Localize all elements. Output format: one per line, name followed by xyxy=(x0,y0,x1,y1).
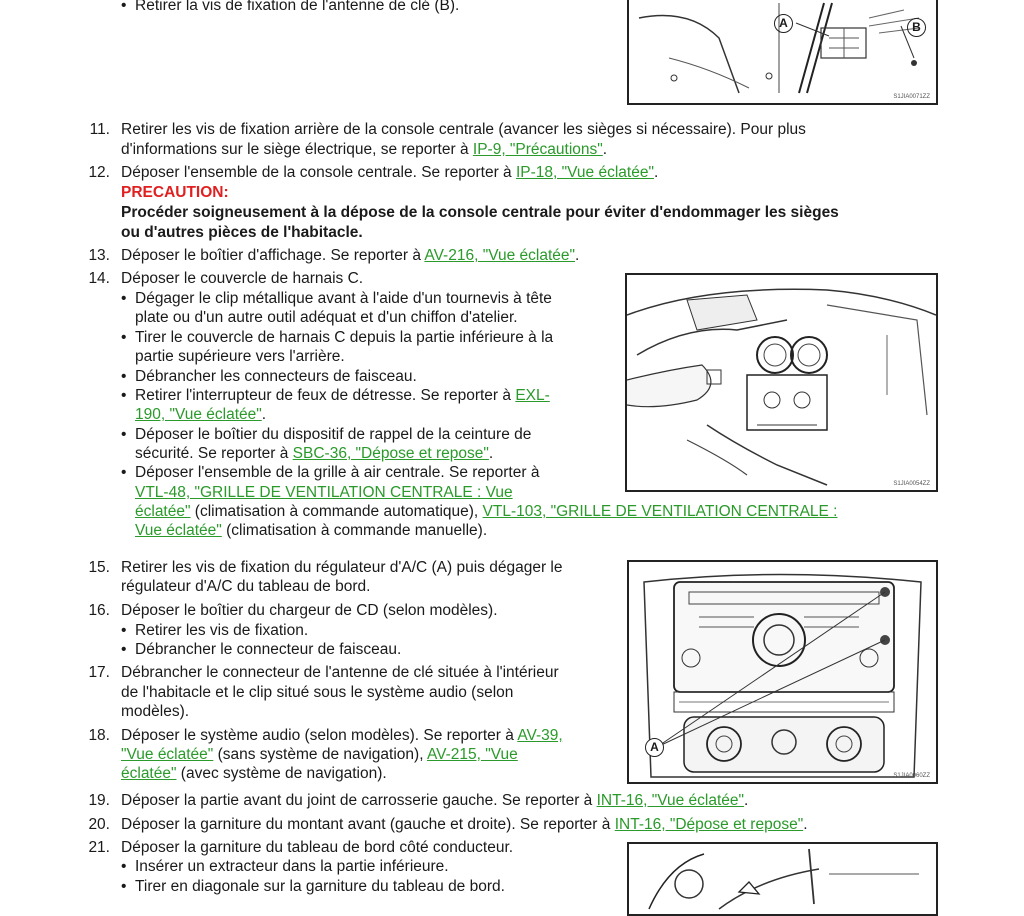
callout-a: A xyxy=(645,738,664,757)
bullet: • xyxy=(121,464,127,481)
link-av39-part1[interactable]: AV-39, xyxy=(517,727,563,744)
step-14-bullet1-line1: Dégager le clip métallique avant à l'aide d'un tournevis à tête xyxy=(135,290,552,307)
caution-line2: ou d'autres pièces de l'habitacle. xyxy=(121,224,363,241)
link-int16-vue[interactable]: INT-16, "Vue éclatée" xyxy=(596,792,745,809)
figure-id: S1JIA0054ZZ xyxy=(893,481,930,487)
text: Déposer l'ensemble de la console centrale. Se reporter à xyxy=(121,164,516,181)
bullet: • xyxy=(121,368,127,385)
text: (climatisation à commande automatique), xyxy=(190,503,483,520)
step-number: 17. xyxy=(88,664,110,681)
link-vtl103-part2[interactable]: Vue éclatée" xyxy=(135,522,222,539)
figure-audio-unit xyxy=(627,560,938,784)
step-14-bullet6-line3 xyxy=(135,502,837,522)
text-end: . xyxy=(653,164,659,181)
figure-dashboard-trim xyxy=(627,842,938,916)
dashboard-illustration xyxy=(627,275,936,490)
step-21-bullet2: Tirer en diagonale sur la garniture du tableau de bord. xyxy=(135,878,505,895)
top-bullet-text: Retirer la vis de fixation de l'antenne de clé (B). xyxy=(135,0,460,14)
step-number: 16. xyxy=(88,602,110,619)
step-number: 20. xyxy=(88,816,110,833)
bullet: • xyxy=(121,858,127,875)
step-16-bullet2: Débrancher le connecteur de faisceau. xyxy=(135,641,402,658)
callout-b: B xyxy=(907,18,926,37)
caution-line1: Procéder soigneusement à la dépose de la console centrale pour éviter d'endommager les sièges xyxy=(121,204,839,221)
step-13-line xyxy=(121,246,579,266)
text-end: (climatisation à commande manuelle). xyxy=(221,522,488,539)
text: d'informations sur le siège électrique, se reporter à xyxy=(121,141,473,158)
link-vtl48-part2[interactable]: éclatée" xyxy=(135,503,191,520)
text: sécurité. Se reporter à xyxy=(135,445,293,462)
bullet: • xyxy=(121,329,127,346)
step-number: 11. xyxy=(89,121,110,138)
link-ip9[interactable]: IP-9, "Précautions" xyxy=(472,141,603,158)
step-number: 13. xyxy=(88,247,110,264)
step-21-line: Déposer la garniture du tableau de bord côté conducteur. xyxy=(121,839,514,856)
step-16-bullet1: Retirer les vis de fixation. xyxy=(135,622,309,639)
step-number: 12. xyxy=(88,164,110,181)
step-11-line2 xyxy=(121,140,607,160)
text-end: . xyxy=(488,445,494,462)
step-number: 18. xyxy=(88,727,110,744)
caution-label: PRECAUTION: xyxy=(121,184,229,201)
step-14-bullet5-line1: Déposer le boîtier du dispositif de rappel de la ceinture de xyxy=(135,426,532,443)
text: Déposer le boîtier d'affichage. Se reporter à xyxy=(121,247,425,264)
audio-unit-illustration xyxy=(629,562,936,782)
link-vtl48-part1[interactable]: VTL-48, "GRILLE DE VENTILATION CENTRALE : Vue xyxy=(135,484,513,501)
callout-a: A xyxy=(774,14,793,33)
step-21-bullet1: Insérer un extracteur dans la partie inférieure. xyxy=(135,858,449,875)
link-exl190-part1[interactable]: EXL- xyxy=(515,387,550,404)
step-18-line3 xyxy=(121,764,387,784)
link-ip18[interactable]: IP-18, "Vue éclatée" xyxy=(516,164,654,181)
step-14-bullet3: Débrancher les connecteurs de faisceau. xyxy=(135,368,417,385)
text-end: . xyxy=(575,247,580,264)
link-exl190-part2[interactable]: 190, "Vue éclatée" xyxy=(135,406,262,423)
step-16-line: Déposer le boîtier du chargeur de CD (selon modèles). xyxy=(121,602,498,619)
step-15-line1: Retirer les vis de fixation du régulateur d'A/C (A) puis dégager le xyxy=(121,559,563,576)
bullet: • xyxy=(121,387,127,404)
link-sbc36[interactable]: SBC-36, "Dépose et repose" xyxy=(292,445,489,462)
text: Retirer l'interrupteur de feux de détresse. Se reporter à xyxy=(135,387,516,404)
link-av215-part1[interactable]: AV-215, "Vue xyxy=(426,746,518,763)
step-18-line2 xyxy=(121,745,518,765)
step-15-line2: régulateur d'A/C du tableau de bord. xyxy=(121,578,371,595)
step-number: 14. xyxy=(88,270,110,287)
text-end: . xyxy=(602,141,608,158)
bullet: • xyxy=(121,622,127,639)
text: (sans système de navigation), xyxy=(213,746,427,763)
step-17-line3: modèles). xyxy=(121,703,190,720)
step-14-bullet6-line2 xyxy=(135,483,513,503)
step-14-bullet6-line4 xyxy=(135,521,487,541)
text-end: . xyxy=(803,816,808,833)
step-14-bullet2-line2: partie supérieure vers l'arrière. xyxy=(135,348,345,365)
step-number: 21. xyxy=(88,839,110,856)
step-18-line1 xyxy=(121,726,563,746)
step-12-line xyxy=(121,163,658,183)
step-14-line: Déposer le couvercle de harnais C. xyxy=(121,270,364,287)
bullet: • xyxy=(121,426,127,443)
figure-id: S1JIA0071ZZ xyxy=(893,94,930,100)
figure-antenna-key xyxy=(627,0,938,105)
step-14-bullet6-line1: Déposer l'ensemble de la grille à air centrale. Se reporter à xyxy=(135,464,540,481)
step-14-bullet4-line1 xyxy=(135,386,550,406)
step-number: 19. xyxy=(88,792,110,809)
link-av39-part2[interactable]: "Vue éclatée" xyxy=(121,746,214,763)
step-19-line xyxy=(121,791,748,811)
link-vtl103-part1[interactable]: VTL-103, "GRILLE DE VENTILATION CENTRALE : xyxy=(482,503,838,520)
step-number: 15. xyxy=(88,559,110,576)
step-14-bullet1-line2: plate ou d'un autre outil adéquat et d'un chiffon d'atelier. xyxy=(135,309,518,326)
figure-dashboard-center xyxy=(625,273,938,492)
step-14-bullet5-line2 xyxy=(135,444,493,464)
link-av216[interactable]: AV-216, "Vue éclatée" xyxy=(424,247,575,264)
step-20-line xyxy=(121,815,808,835)
text-end: . xyxy=(261,406,267,423)
text: Déposer la garniture du montant avant (gauche et droite). Se reporter à xyxy=(121,816,615,833)
bullet: • xyxy=(121,0,127,14)
step-14-bullet2-line1: Tirer le couvercle de harnais C depuis la partie inférieure à la xyxy=(135,329,554,346)
step-17-line1: Débrancher le connecteur de l'antenne de clé située à l'intérieur xyxy=(121,664,559,681)
step-11-line1: Retirer les vis de fixation arrière de la console centrale (avancer les sièges si nécessaire). Pour plus xyxy=(121,121,806,138)
text: Déposer le système audio (selon modèles). Se reporter à xyxy=(121,727,518,744)
text-end: (avec système de navigation). xyxy=(176,765,387,782)
bullet: • xyxy=(121,878,127,895)
dashboard-trim-illustration xyxy=(629,844,936,914)
bullet: • xyxy=(121,641,127,658)
link-av215-part2[interactable]: éclatée" xyxy=(121,765,177,782)
step-14-bullet4-line2 xyxy=(135,405,266,425)
bullet: • xyxy=(121,290,127,307)
link-int16-depose[interactable]: INT-16, "Dépose et repose" xyxy=(614,816,804,833)
step-17-line2: de l'habitacle et le clip situé sous le système audio (selon xyxy=(121,684,514,701)
text-end: . xyxy=(744,792,749,809)
figure-id: S1JIA0060ZZ xyxy=(893,773,930,779)
text: Déposer la partie avant du joint de carrosserie gauche. Se reporter à xyxy=(121,792,597,809)
